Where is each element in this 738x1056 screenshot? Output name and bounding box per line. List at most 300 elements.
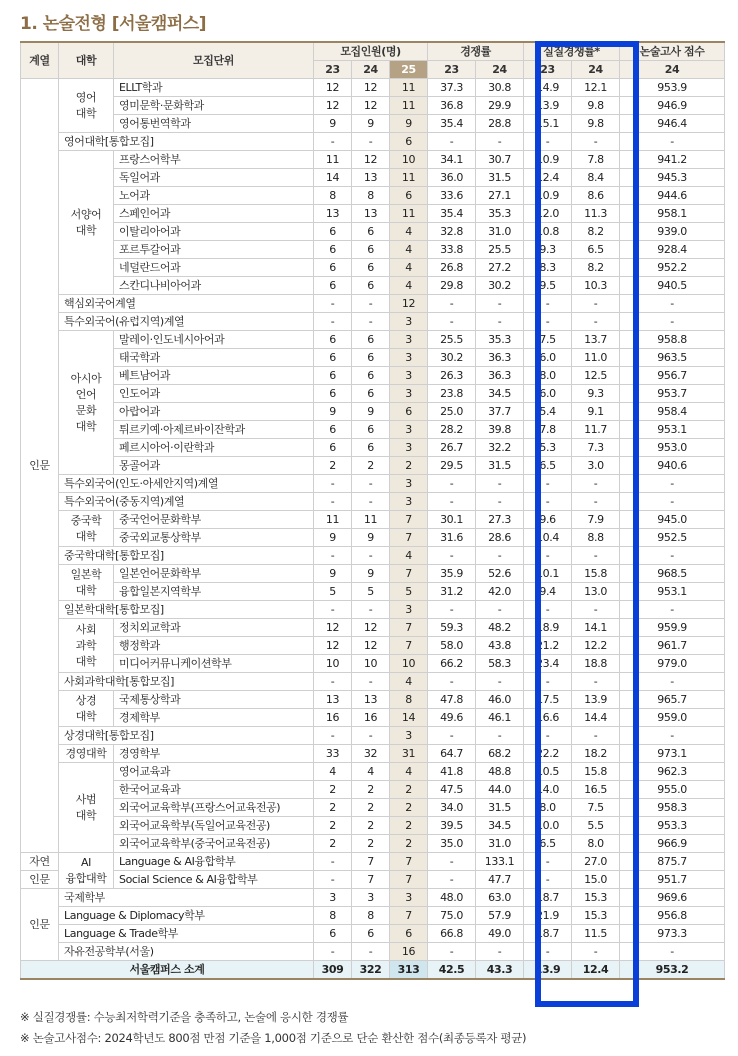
cell-s24: 928.4 [620, 241, 725, 259]
unit-name: 정치외교학과 [114, 619, 314, 637]
cell-r23: 9.5 [524, 277, 572, 295]
unit-name: 한국어교육과 [114, 781, 314, 799]
unit-name: 영어통번역학과 [114, 115, 314, 133]
cell-q24: 6 [352, 367, 390, 385]
cell-c24: 46.1 [476, 709, 524, 727]
table-row [21, 565, 725, 583]
table-row [21, 889, 725, 907]
cell-q25: 14 [390, 709, 428, 727]
unit-name: 노어과 [114, 187, 314, 205]
cell-c24: - [476, 727, 524, 745]
cell-r23: 18.7 [524, 889, 572, 907]
cell-q24: 12 [352, 151, 390, 169]
cell-q25: 6 [390, 403, 428, 421]
cell-c23: 31.6 [428, 529, 476, 547]
cell-s24: 956.8 [620, 907, 725, 925]
table-row [21, 709, 725, 727]
cell-c23: 26.7 [428, 439, 476, 457]
cell-r24: 8.8 [572, 529, 620, 547]
cell-q24: 6 [352, 385, 390, 403]
cell-r23: 5.4 [524, 403, 572, 421]
table-row [21, 655, 725, 673]
unit-name: 특수외국어(중동지역)계열 [59, 493, 314, 511]
cell-r24: - [572, 673, 620, 691]
cell-c23: 33.6 [428, 187, 476, 205]
college-label: AI 융합대학 [59, 853, 114, 889]
cell-c23: 66.2 [428, 655, 476, 673]
cell-q25: 3 [390, 385, 428, 403]
cell-r24: 7.5 [572, 799, 620, 817]
cell-q25: 16 [390, 943, 428, 961]
cell-q24: 12 [352, 619, 390, 637]
cell-r23: 10.0 [524, 817, 572, 835]
cell-s24: 941.2 [620, 151, 725, 169]
cell-q23: - [314, 475, 352, 493]
cell-q23: 6 [314, 385, 352, 403]
cell-q23: 6 [314, 421, 352, 439]
cell-q23: 12 [314, 637, 352, 655]
cell-r24: 5.5 [572, 817, 620, 835]
cell-r24: 13.0 [572, 583, 620, 601]
cell-q25: 3 [390, 331, 428, 349]
unit-name: 핵심외국어계열 [59, 295, 314, 313]
cell-r24: 18.2 [572, 745, 620, 763]
cell-c23: - [428, 727, 476, 745]
unit-name: 영어대학[통합모집] [59, 133, 314, 151]
cell-r24: 15.0 [572, 871, 620, 889]
cell-q25: 7 [390, 511, 428, 529]
cell-c24: 36.3 [476, 349, 524, 367]
cell-c23: 75.0 [428, 907, 476, 925]
unit-name: 태국학과 [114, 349, 314, 367]
cell-q24: 16 [352, 709, 390, 727]
cell-s24: 953.7 [620, 385, 725, 403]
cell-s24: - [620, 547, 725, 565]
table-row [21, 727, 725, 745]
cell-q24: 12 [352, 97, 390, 115]
cell-c23: 66.8 [428, 925, 476, 943]
table-row [21, 637, 725, 655]
table-row [21, 115, 725, 133]
cell-q24: 12 [352, 79, 390, 97]
cell-q23: 9 [314, 403, 352, 421]
cell-c24: 30.7 [476, 151, 524, 169]
total-q24: 322 [352, 961, 390, 980]
unit-name: 베트남어과 [114, 367, 314, 385]
cell-c24: - [476, 601, 524, 619]
cell-q24: 8 [352, 907, 390, 925]
cell-r23: - [524, 493, 572, 511]
cell-q24: 4 [352, 763, 390, 781]
cell-q25: 2 [390, 835, 428, 853]
cell-q25: 3 [390, 421, 428, 439]
cell-c24: 48.8 [476, 763, 524, 781]
cell-q25: 7 [390, 619, 428, 637]
cell-r23: 17.5 [524, 691, 572, 709]
cell-q25: 3 [390, 439, 428, 457]
cell-s24: 875.7 [620, 853, 725, 871]
cell-r23: 12.4 [524, 169, 572, 187]
cell-c23: 35.0 [428, 835, 476, 853]
cell-r24: - [572, 295, 620, 313]
cell-q25: 7 [390, 637, 428, 655]
cell-q24: - [352, 547, 390, 565]
table-body [21, 79, 725, 980]
unit-name: 상경대학[통합모집] [59, 727, 314, 745]
cell-r24: 12.1 [572, 79, 620, 97]
cell-q23: 6 [314, 259, 352, 277]
table-row [21, 349, 725, 367]
cell-q25: 2 [390, 817, 428, 835]
cell-q24: - [352, 493, 390, 511]
cell-c24: 31.0 [476, 223, 524, 241]
table-row [21, 421, 725, 439]
footnote-essay-score: ※ 논술고사점수: 2024학년도 800점 만점 기준을 1,000점 기준으로 단순 환산한 점수(최종등록자 평균) [20, 1031, 527, 1045]
cell-q25: 4 [390, 277, 428, 295]
cell-q25: 6 [390, 133, 428, 151]
cell-s24: 958.8 [620, 331, 725, 349]
track-label: 인문 [21, 79, 59, 853]
table-row [21, 493, 725, 511]
unit-name: 특수외국어(유럽지역)계열 [59, 313, 314, 331]
table-row [21, 313, 725, 331]
cell-r24: 14.1 [572, 619, 620, 637]
table-row [21, 205, 725, 223]
cell-c23: 49.6 [428, 709, 476, 727]
cell-s24: 953.0 [620, 439, 725, 457]
cell-r23: - [524, 313, 572, 331]
cell-q23: 2 [314, 457, 352, 475]
cell-c24: 44.0 [476, 781, 524, 799]
table-row [21, 385, 725, 403]
header-real-competition: 실질경쟁률* [524, 42, 620, 61]
cell-s24: 958.4 [620, 403, 725, 421]
cell-c24: 49.0 [476, 925, 524, 943]
cell-r23: 6.0 [524, 349, 572, 367]
cell-q23: 13 [314, 691, 352, 709]
college-label: 서양어 대학 [59, 151, 114, 295]
cell-r23: 7.5 [524, 331, 572, 349]
cell-q25: 7 [390, 853, 428, 871]
college-label: 상경 대학 [59, 691, 114, 727]
total-s24: 953.2 [620, 961, 725, 980]
cell-q25: 7 [390, 907, 428, 925]
cell-r24: 12.5 [572, 367, 620, 385]
cell-q23: - [314, 943, 352, 961]
cell-s24: 945.3 [620, 169, 725, 187]
cell-q25: 7 [390, 565, 428, 583]
cell-s24: 945.0 [620, 511, 725, 529]
cell-c23: 35.9 [428, 565, 476, 583]
cell-q23: 9 [314, 529, 352, 547]
cell-r23: 16.6 [524, 709, 572, 727]
cell-s24: 968.5 [620, 565, 725, 583]
cell-r24: - [572, 313, 620, 331]
cell-r24: - [572, 727, 620, 745]
cell-s24: - [620, 943, 725, 961]
cell-q23: 12 [314, 97, 352, 115]
cell-c23: - [428, 871, 476, 889]
cell-r23: 10.9 [524, 187, 572, 205]
cell-r23: 23.4 [524, 655, 572, 673]
cell-q25: 11 [390, 205, 428, 223]
cell-c23: 41.8 [428, 763, 476, 781]
unit-name: 자유전공학부(서울) [59, 943, 314, 961]
header-essay-score: 논술고사 점수 [620, 42, 725, 61]
cell-c23: 37.3 [428, 79, 476, 97]
cell-s24: 966.9 [620, 835, 725, 853]
cell-q25: 11 [390, 169, 428, 187]
cell-r23: - [524, 673, 572, 691]
cell-c23: - [428, 601, 476, 619]
cell-c24: - [476, 295, 524, 313]
table-row [21, 439, 725, 457]
cell-r24: 12.2 [572, 637, 620, 655]
cell-c24: 30.8 [476, 79, 524, 97]
college-label: 경영대학 [59, 745, 114, 763]
table-row [21, 547, 725, 565]
cell-q23: 16 [314, 709, 352, 727]
cell-s24: 973.1 [620, 745, 725, 763]
cell-c23: - [428, 475, 476, 493]
cell-q24: - [352, 133, 390, 151]
cell-s24: 959.0 [620, 709, 725, 727]
cell-s24: - [620, 313, 725, 331]
cell-r24: 11.3 [572, 205, 620, 223]
cell-c23: 33.8 [428, 241, 476, 259]
cell-c23: - [428, 547, 476, 565]
cell-c23: 35.4 [428, 115, 476, 133]
track-label: 자연 [21, 853, 59, 871]
cell-r24: 3.0 [572, 457, 620, 475]
unit-name: 이탈리아어과 [114, 223, 314, 241]
cell-c23: 30.2 [428, 349, 476, 367]
cell-s24: 955.0 [620, 781, 725, 799]
cell-q23: 10 [314, 655, 352, 673]
cell-c24: 34.5 [476, 817, 524, 835]
cell-s24: - [620, 493, 725, 511]
table-row [21, 277, 725, 295]
cell-r24: 9.1 [572, 403, 620, 421]
cell-q25: 3 [390, 313, 428, 331]
cell-r23: 10.5 [524, 763, 572, 781]
cell-q23: 14 [314, 169, 352, 187]
cell-q25: 7 [390, 529, 428, 547]
cell-q24: 8 [352, 187, 390, 205]
table-row [21, 475, 725, 493]
cell-q24: - [352, 475, 390, 493]
cell-r23: 9.6 [524, 511, 572, 529]
cell-r23: 5.3 [524, 439, 572, 457]
cell-r23: 10.4 [524, 529, 572, 547]
unit-name: 몽골어과 [114, 457, 314, 475]
cell-q25: 11 [390, 79, 428, 97]
cell-r23: - [524, 871, 572, 889]
cell-c24: 31.5 [476, 799, 524, 817]
cell-q25: 3 [390, 493, 428, 511]
cell-q24: 6 [352, 349, 390, 367]
unit-name: 프랑스어학부 [114, 151, 314, 169]
cell-r24: 15.3 [572, 889, 620, 907]
header-quota-24: 24 [352, 61, 390, 79]
cell-q25: 6 [390, 925, 428, 943]
cell-q24: 2 [352, 799, 390, 817]
unit-name: 경제학부 [114, 709, 314, 727]
cell-q24: 6 [352, 277, 390, 295]
cell-q25: 10 [390, 655, 428, 673]
cell-q25: 9 [390, 115, 428, 133]
unit-name: 포르투갈어과 [114, 241, 314, 259]
cell-q23: 6 [314, 241, 352, 259]
cell-c24: 46.0 [476, 691, 524, 709]
cell-s24: 969.6 [620, 889, 725, 907]
cell-q25: 3 [390, 475, 428, 493]
cell-q23: 2 [314, 817, 352, 835]
cell-q23: 6 [314, 439, 352, 457]
cell-q25: 31 [390, 745, 428, 763]
cell-q23: - [314, 133, 352, 151]
unit-name: 일본학대학[통합모집] [59, 601, 314, 619]
cell-q24: 7 [352, 853, 390, 871]
cell-r24: - [572, 943, 620, 961]
cell-q24: 9 [352, 115, 390, 133]
cell-c24: 25.5 [476, 241, 524, 259]
cell-c23: 25.0 [428, 403, 476, 421]
cell-q24: 7 [352, 871, 390, 889]
cell-c24: 31.0 [476, 835, 524, 853]
cell-r23: - [524, 727, 572, 745]
cell-r24: 11.0 [572, 349, 620, 367]
cell-q23: 6 [314, 277, 352, 295]
cell-q23: - [314, 493, 352, 511]
cell-q23: 12 [314, 79, 352, 97]
cell-q25: 8 [390, 691, 428, 709]
total-r23: 13.9 [524, 961, 572, 980]
college-label: 사회 과학 대학 [59, 619, 114, 673]
cell-c23: 26.3 [428, 367, 476, 385]
cell-r23: 18.7 [524, 925, 572, 943]
cell-q24: - [352, 601, 390, 619]
cell-s24: 940.6 [620, 457, 725, 475]
cell-c24: 27.1 [476, 187, 524, 205]
cell-r23: 10.8 [524, 223, 572, 241]
unit-name: Language & Diplomacy학부 [59, 907, 314, 925]
cell-c24: 35.3 [476, 331, 524, 349]
table-row [21, 295, 725, 313]
header-quota: 모집인원(명) [314, 42, 428, 61]
cell-q25: 3 [390, 601, 428, 619]
header-comp-24: 24 [476, 61, 524, 79]
cell-r23: 6.0 [524, 385, 572, 403]
cell-r23: 18.9 [524, 619, 572, 637]
cell-r24: 9.8 [572, 97, 620, 115]
unit-name: 융합일본지역학부 [114, 583, 314, 601]
cell-q23: 2 [314, 835, 352, 853]
cell-r24: 8.2 [572, 259, 620, 277]
cell-r23: 21.9 [524, 907, 572, 925]
cell-q24: 6 [352, 241, 390, 259]
table-row [21, 925, 725, 943]
cell-q23: - [314, 547, 352, 565]
cell-r23: 8.3 [524, 259, 572, 277]
cell-s24: 963.5 [620, 349, 725, 367]
cell-r23: - [524, 601, 572, 619]
cell-s24: 956.7 [620, 367, 725, 385]
cell-c23: 29.5 [428, 457, 476, 475]
cell-c24: 68.2 [476, 745, 524, 763]
cell-r24: 7.8 [572, 151, 620, 169]
unit-name: 독일어과 [114, 169, 314, 187]
cell-s24: 953.9 [620, 79, 725, 97]
unit-name: 외국어교육학부(독일어교육전공) [114, 817, 314, 835]
cell-q24: 13 [352, 691, 390, 709]
unit-name: 미디어커뮤니케이션학부 [114, 655, 314, 673]
cell-c23: 35.4 [428, 205, 476, 223]
cell-q24: 6 [352, 223, 390, 241]
cell-q25: 3 [390, 727, 428, 745]
cell-c23: - [428, 853, 476, 871]
cell-r23: - [524, 475, 572, 493]
unit-name: Social Science & AI융합학부 [114, 871, 314, 889]
track-label: 인문 [21, 871, 59, 889]
table-row [21, 529, 725, 547]
cell-q23: 8 [314, 187, 352, 205]
cell-r23: 6.5 [524, 457, 572, 475]
unit-name: 경영학부 [114, 745, 314, 763]
cell-r24: 11.5 [572, 925, 620, 943]
cell-r24: 8.2 [572, 223, 620, 241]
cell-r23: - [524, 133, 572, 151]
cell-s24: 973.3 [620, 925, 725, 943]
unit-name: 네덜란드어과 [114, 259, 314, 277]
total-q25: 313 [390, 961, 428, 980]
table-row [21, 745, 725, 763]
cell-q23: 9 [314, 565, 352, 583]
table-row [21, 187, 725, 205]
cell-r23: - [524, 943, 572, 961]
cell-r23: 13.9 [524, 97, 572, 115]
cell-s24: 944.6 [620, 187, 725, 205]
cell-q25: 7 [390, 871, 428, 889]
cell-q24: - [352, 727, 390, 745]
cell-c24: 30.2 [476, 277, 524, 295]
cell-q25: 10 [390, 151, 428, 169]
unit-name: 튀르키예·아제르바이잔학과 [114, 421, 314, 439]
cell-q23: 33 [314, 745, 352, 763]
cell-r24: 15.3 [572, 907, 620, 925]
cell-r24: 8.0 [572, 835, 620, 853]
cell-s24: - [620, 475, 725, 493]
cell-r23: 21.2 [524, 637, 572, 655]
cell-q24: 3 [352, 889, 390, 907]
cell-c24: - [476, 943, 524, 961]
cell-q23: - [314, 295, 352, 313]
cell-r24: 8.4 [572, 169, 620, 187]
cell-r23: 10.1 [524, 565, 572, 583]
cell-s24: 939.0 [620, 223, 725, 241]
cell-s24: 953.3 [620, 817, 725, 835]
cell-c24: 31.5 [476, 169, 524, 187]
track-label: 인문 [21, 889, 59, 961]
cell-q23: 2 [314, 799, 352, 817]
cell-s24: 952.5 [620, 529, 725, 547]
cell-r23: 9.4 [524, 583, 572, 601]
unit-name: 스페인어과 [114, 205, 314, 223]
table-row [21, 871, 725, 889]
cell-q23: 6 [314, 925, 352, 943]
cell-c24: - [476, 673, 524, 691]
table-row [21, 457, 725, 475]
